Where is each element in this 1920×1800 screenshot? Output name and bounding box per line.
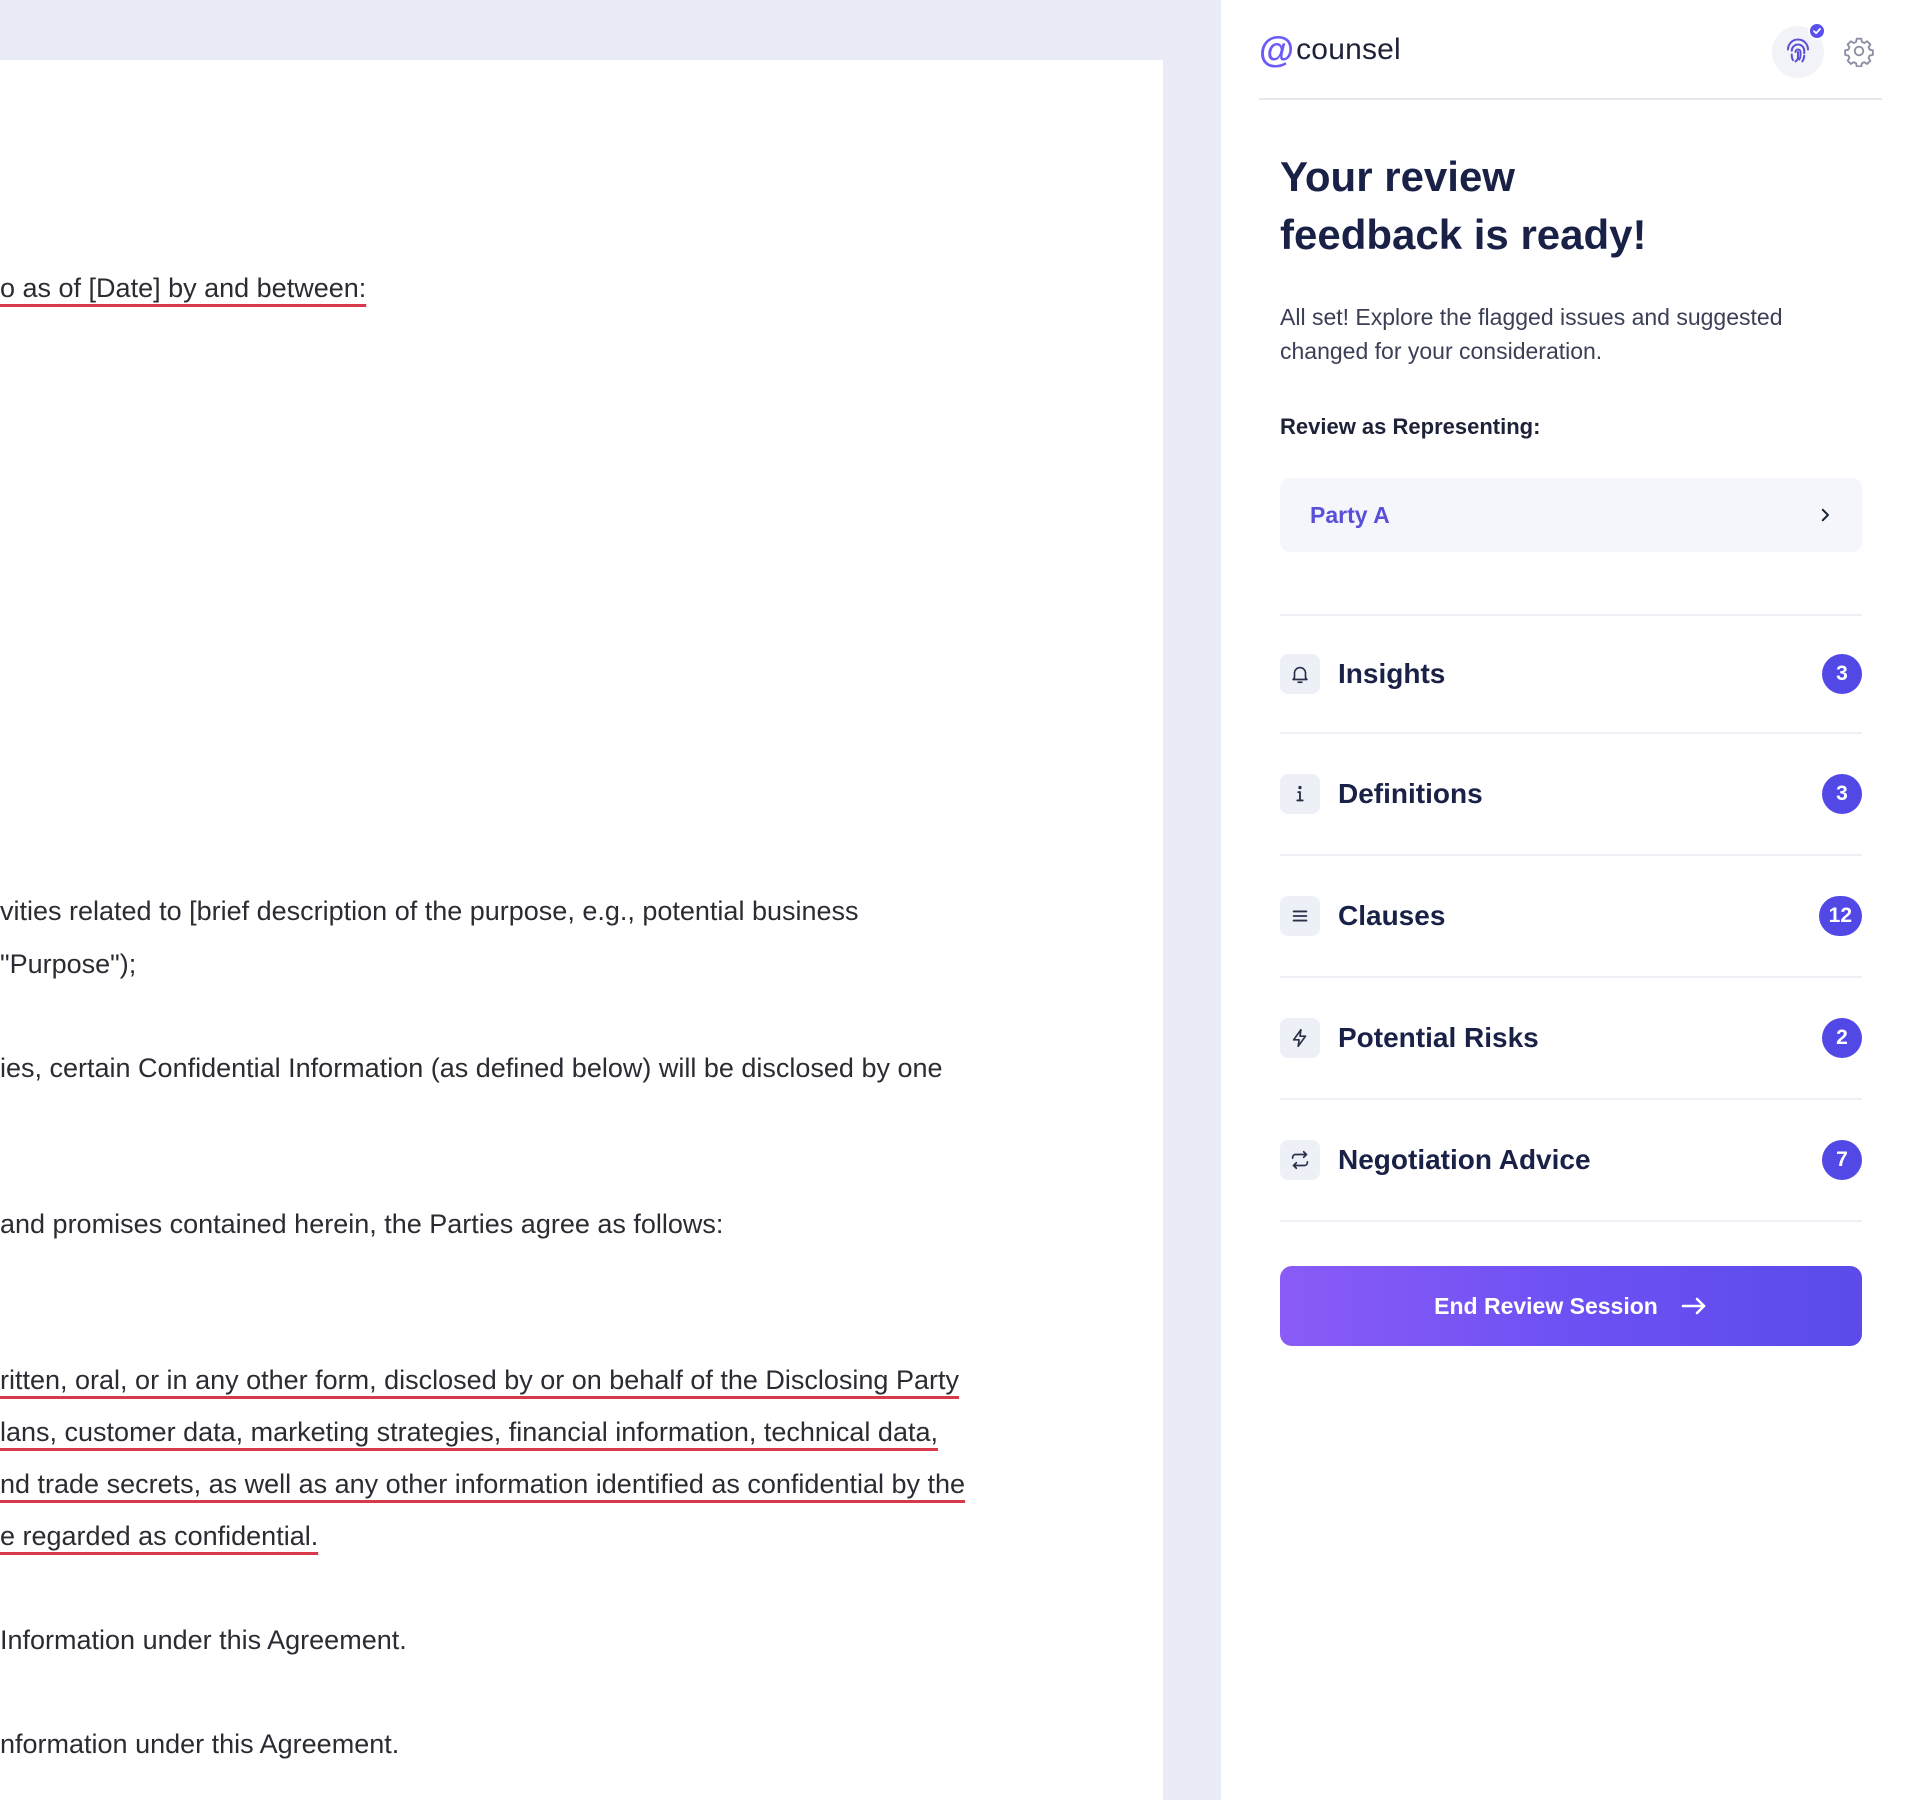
gear-icon xyxy=(1843,35,1875,67)
bell-icon xyxy=(1280,654,1320,694)
party-selector[interactable] xyxy=(1280,478,1862,552)
arrow-right-icon xyxy=(1680,1294,1708,1318)
review-panel xyxy=(1221,0,1920,1800)
category-label: Definitions xyxy=(1338,778,1483,809)
doc-line-flagged[interactable]: o as of [Date] by and between: xyxy=(0,273,367,303)
info-icon xyxy=(1280,774,1320,814)
doc-line: ies, certain Confidential Information (as defined below) will be disclosed by one xyxy=(0,1053,943,1083)
end-review-session-button[interactable] xyxy=(1280,1266,1862,1346)
page-title xyxy=(1280,148,1840,264)
brand-name: counsel xyxy=(1296,33,1401,66)
party-selected-value: Party A xyxy=(1310,501,1390,528)
brand-at-symbol: @ xyxy=(1259,29,1295,70)
panel-header xyxy=(1259,0,1882,100)
doc-line: "Purpose"); xyxy=(0,949,137,979)
intro-text: All set! Explore the flagged issues and suggested changed for your consideration. xyxy=(1280,304,1783,364)
fingerprint-button[interactable] xyxy=(1772,26,1824,78)
count-badge: 12 xyxy=(1819,896,1862,936)
count-badge: 2 xyxy=(1822,1018,1862,1058)
doc-line-flagged[interactable]: nd trade secrets, as well as any other information identified as confidential by the xyxy=(0,1469,966,1499)
brand-logo xyxy=(1259,30,1401,70)
headline-line: feedback is ready! xyxy=(1280,211,1647,258)
category-item-definitions[interactable] xyxy=(1280,734,1862,856)
list-icon xyxy=(1280,896,1320,936)
doc-line-flagged[interactable]: lans, customer data, marketing strategies, financial information, technical data, xyxy=(0,1417,938,1447)
doc-line: Information under this Agreement. xyxy=(0,1625,407,1655)
repeat-icon xyxy=(1280,1140,1320,1180)
count-badge: 3 xyxy=(1822,774,1862,814)
category-list xyxy=(1280,614,1862,1222)
end-review-label: End Review Session xyxy=(1434,1292,1658,1319)
category-label: Clauses xyxy=(1338,900,1446,931)
count-badge: 3 xyxy=(1822,654,1862,694)
representing-label: Review as Representing: xyxy=(1280,414,1541,439)
doc-line: and promises contained herein, the Parties agree as follows: xyxy=(0,1209,724,1239)
category-item-potential-risks[interactable] xyxy=(1280,978,1862,1100)
doc-line-flagged[interactable]: e regarded as confidential. xyxy=(0,1521,319,1551)
chevron-right-icon xyxy=(1816,506,1834,524)
doc-line: nformation under this Agreement. xyxy=(0,1729,400,1759)
lightning-icon xyxy=(1280,1018,1320,1058)
category-label: Potential Risks xyxy=(1338,1022,1539,1053)
doc-line: vities related to [brief description of the purpose, e.g., potential business xyxy=(0,896,859,926)
count-badge: 7 xyxy=(1822,1140,1862,1180)
category-item-clauses[interactable] xyxy=(1280,856,1862,978)
category-item-insights[interactable] xyxy=(1280,616,1862,734)
category-label: Negotiation Advice xyxy=(1338,1144,1591,1175)
headline-line: Your review xyxy=(1280,153,1515,200)
doc-line-flagged[interactable]: ritten, oral, or in any other form, disclosed by or on behalf of the Disclosing Party xyxy=(0,1365,959,1395)
document-page xyxy=(0,60,1163,1800)
verified-check-icon xyxy=(1808,22,1826,40)
settings-button[interactable] xyxy=(1840,32,1878,70)
fingerprint-icon xyxy=(1783,37,1813,67)
category-item-negotiation-advice[interactable] xyxy=(1280,1100,1862,1222)
category-label: Insights xyxy=(1338,658,1446,689)
